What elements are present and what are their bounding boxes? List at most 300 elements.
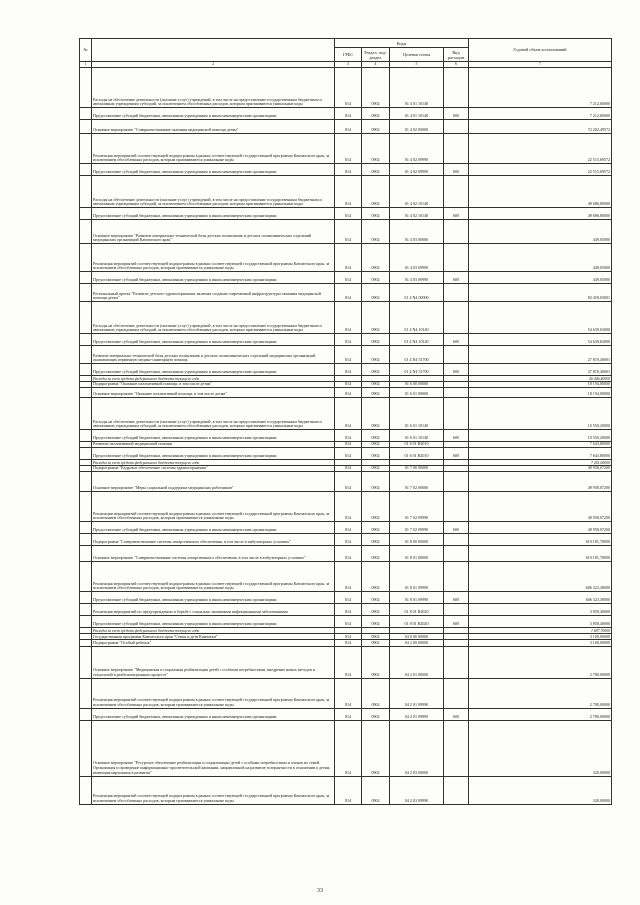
cell-grbs: 814 bbox=[335, 346, 362, 364]
cell-cs: 01 8 01 R2020 bbox=[390, 604, 444, 616]
cell-vr: 600 bbox=[444, 334, 469, 346]
cell-rz: 0902 bbox=[362, 562, 390, 592]
table-row bbox=[80, 164, 612, 176]
cell-vr bbox=[444, 284, 469, 302]
cell-cs: 01 8 01 00000 bbox=[390, 546, 444, 562]
cell-num bbox=[80, 492, 92, 522]
cell-rz: 0902 bbox=[362, 398, 390, 430]
cell-rz: 0902 bbox=[362, 604, 390, 616]
cell-grbs: 814 bbox=[335, 244, 362, 272]
cell-cs: 01 8 01 R2020 bbox=[390, 616, 444, 628]
cell-name: Предоставление субсидий бюджетным, автономным учреждениям и иным некоммерческим организациям bbox=[92, 208, 335, 220]
cell-grbs: 814 bbox=[335, 546, 362, 562]
cell-name: Реализация мероприятий соответствующей подпрограммы в рамках соответствующей государственной программы Камчатского края, за исключением обособленных расходов, которым присваиваются уникальные коды bbox=[92, 678, 335, 708]
cell-cs: 01 7 02 00000 bbox=[390, 472, 444, 492]
cell-cs: 01 7 02 09990 bbox=[390, 522, 444, 534]
cell-rz: 0902 bbox=[362, 776, 390, 804]
header-rzpr: Раздел, под-раздел bbox=[362, 48, 390, 61]
cell-name: Основное мероприятие "Развитие материально-технической базы детских поликлиник и детских поликлинических отделений медицинских организаций Камчатского края" bbox=[92, 220, 335, 244]
table-row bbox=[80, 244, 612, 272]
header-grbs: ГРБС bbox=[335, 48, 362, 61]
col-index-3: 3 bbox=[335, 61, 362, 67]
cell-sum: 49 958,07200 bbox=[469, 522, 612, 534]
cell-rz: 0902 bbox=[362, 272, 390, 284]
cell-rz: 0902 bbox=[362, 382, 390, 388]
table-row bbox=[80, 678, 612, 708]
cell-sum: 18 194,00000 bbox=[469, 382, 612, 388]
cell-num bbox=[80, 522, 92, 534]
col-index-7: 7 bbox=[469, 61, 612, 67]
cell-cs: 01 4 02 10140 bbox=[390, 208, 444, 220]
cell-sum: 10 550,20000 bbox=[469, 398, 612, 430]
cell-sum: 54 639,63000 bbox=[469, 334, 612, 346]
cell-cs: 01 6 01 R2010 bbox=[390, 442, 444, 448]
cell-num bbox=[80, 176, 92, 208]
cell-grbs: 814 bbox=[335, 448, 362, 460]
cell-vr bbox=[444, 472, 469, 492]
cell-sum: 449,05000 bbox=[469, 244, 612, 272]
cell-cs: 01 4 N4 10140 bbox=[390, 334, 444, 346]
table-row bbox=[80, 604, 612, 616]
col-index-5: 5 bbox=[390, 61, 444, 67]
cell-rz: 0902 bbox=[362, 68, 390, 108]
cell-num bbox=[80, 448, 92, 460]
cell-cs: 01 7 02 09990 bbox=[390, 492, 444, 522]
cell-num bbox=[80, 616, 92, 628]
cell-name: Основное мероприятие "Совершенствование системы лекарственного обеспечения, в том числе в амбулаторных условиях" bbox=[92, 546, 335, 562]
cell-grbs: 814 bbox=[335, 220, 362, 244]
cell-num bbox=[80, 534, 92, 546]
cell-grbs: 814 bbox=[335, 120, 362, 134]
cell-sum: 2 780,00000 bbox=[469, 678, 612, 708]
cell-grbs: 814 bbox=[335, 534, 362, 546]
cell-rz: 0902 bbox=[362, 448, 390, 460]
cell-num bbox=[80, 272, 92, 284]
cell-rz: 0902 bbox=[362, 708, 390, 720]
cell-sum: 610 181,78000 bbox=[469, 546, 612, 562]
cell-num bbox=[80, 592, 92, 604]
cell-grbs: 814 bbox=[335, 522, 362, 534]
cell-rz: 0902 bbox=[362, 592, 390, 604]
cell-sum: 320,00000 bbox=[469, 720, 612, 776]
cell-num bbox=[80, 208, 92, 220]
col-index-6: 6 bbox=[444, 61, 469, 67]
cell-sum: 7 261,60000 bbox=[469, 460, 612, 466]
cell-name: Подпрограмма "Кадровое обеспечение системы здравоохранения" bbox=[92, 466, 335, 472]
cell-name: Основное мероприятие "Медицинская и социальная реабилитация детей с особыми потребностями, внедрение новых методов и технологий в реабилитационном процессе" bbox=[92, 646, 335, 678]
cell-cs: 01 4 03 09990 bbox=[390, 244, 444, 272]
cell-rz: 0902 bbox=[362, 244, 390, 272]
cell-grbs: 814 bbox=[335, 646, 362, 678]
cell-name: Основное мероприятие "Меры социальной поддержки медицинских работников" bbox=[92, 472, 335, 492]
cell-cs: 04 2 03 09990 bbox=[390, 776, 444, 804]
cell-cs: 01 4 01 10140 bbox=[390, 68, 444, 108]
cell-cs: 04 2 01 09990 bbox=[390, 708, 444, 720]
cell-name: Расходы на обеспечение деятельности (оказание услуг) учреждений, в том числе на предоставление государственным бюджетным и автономным учреждениям субсидий, за исключением обособленных расходов, которым присваиваются уникальные коды bbox=[92, 398, 335, 430]
cell-name: Предоставление субсидий бюджетным, автономным учреждениям и иным некоммерческим организациям bbox=[92, 108, 335, 120]
cell-sum: 22 515,69572 bbox=[469, 164, 612, 176]
cell-sum: 3 858,40000 bbox=[469, 616, 612, 628]
cell-cs: 01 4 03 00000 bbox=[390, 220, 444, 244]
cell-cs: 01 6 00 00000 bbox=[390, 382, 444, 388]
cell-name: Реализация мероприятий соответствующей подпрограммы в рамках соответствующей государственной программы Камчатского края, за исключением обособленных расходов, которым присваиваются уникальные коды bbox=[92, 244, 335, 272]
table-row bbox=[80, 272, 612, 284]
table-row bbox=[80, 284, 612, 302]
cell-vr bbox=[444, 176, 469, 208]
cell-vr: 600 bbox=[444, 616, 469, 628]
cell-sum: 18 194,00000 bbox=[469, 388, 612, 398]
cell-grbs: 814 bbox=[335, 492, 362, 522]
cell-name: Расходы за счет средств федерального бюджета текущего года bbox=[92, 628, 335, 634]
cell-grbs: 814 bbox=[335, 472, 362, 492]
cell-sum: 26 446,40000 bbox=[469, 376, 612, 382]
cell-vr: 600 bbox=[444, 272, 469, 284]
table-row bbox=[80, 616, 612, 628]
cell-name: Региональный проект "Развитие детского здравоохранения, включая создание современной инфраструктуры оказания медицинской помощи детям" bbox=[92, 284, 335, 302]
budget-table-body bbox=[80, 68, 612, 804]
cell-name: Подпрограмма "Оказание паллиативной помощи, в том числе детям" bbox=[92, 382, 335, 388]
cell-vr: 600 bbox=[444, 364, 469, 376]
cell-rz: 0902 bbox=[362, 646, 390, 678]
table-row bbox=[80, 334, 612, 346]
cell-name: Реализация мероприятий соответствующей подпрограммы в рамках соответствующей государственной программы Камчатского края, за исключением обособленных расходов, которым присваиваются уникальные коды bbox=[92, 134, 335, 164]
cell-cs: 01 8 01 09990 bbox=[390, 562, 444, 592]
cell-sum: 7 212,60000 bbox=[469, 68, 612, 108]
cell-vr bbox=[444, 346, 469, 364]
cell-cs: 01 6 01 R2010 bbox=[390, 448, 444, 460]
cell-name: Основное мероприятие "Совершенствование оказания медицинской помощи детям" bbox=[92, 120, 335, 134]
cell-name: Основное мероприятие "Оказание паллиативной помощи, в том числе детям" bbox=[92, 388, 335, 398]
cell-num bbox=[80, 546, 92, 562]
cell-vr bbox=[444, 220, 469, 244]
cell-num bbox=[80, 472, 92, 492]
cell-grbs: 814 bbox=[335, 678, 362, 708]
cell-cs: 01 4 02 09990 bbox=[390, 164, 444, 176]
cell-cs: 04 0 00 00000 bbox=[390, 634, 444, 640]
cell-vr bbox=[444, 776, 469, 804]
cell-num bbox=[80, 346, 92, 364]
table-row bbox=[80, 120, 612, 134]
cell-rz: 0902 bbox=[362, 208, 390, 220]
cell-cs: 04 2 01 09990 bbox=[390, 678, 444, 708]
table-row bbox=[80, 448, 612, 460]
cell-rz: 0902 bbox=[362, 164, 390, 176]
cell-cs: 01 4 02 00000 bbox=[390, 120, 444, 134]
cell-cs: 04 2 00 00000 bbox=[390, 640, 444, 646]
cell-grbs: 814 bbox=[335, 720, 362, 776]
cell-sum: 606 323,38000 bbox=[469, 562, 612, 592]
table-row bbox=[80, 534, 612, 546]
cell-name: Предоставление субсидий бюджетным, автономным учреждениям и иным некоммерческим организациям bbox=[92, 448, 335, 460]
table-row bbox=[80, 646, 612, 678]
cell-vr bbox=[444, 388, 469, 398]
cell-cs: 01 8 01 09990 bbox=[390, 592, 444, 604]
table-row bbox=[80, 134, 612, 164]
cell-name: Расходы за счет средств федерального бюджета текущего года bbox=[92, 460, 335, 466]
table-row bbox=[80, 592, 612, 604]
cell-grbs: 814 bbox=[335, 708, 362, 720]
cell-cs: 01 8 00 00000 bbox=[390, 534, 444, 546]
cell-name: Предоставление субсидий бюджетным, автономным учреждениям и иным некоммерческим организациям bbox=[92, 616, 335, 628]
cell-cs: 01 4 02 10140 bbox=[390, 176, 444, 208]
cell-sum: 49 958,07200 bbox=[469, 472, 612, 492]
cell-grbs: 814 bbox=[335, 334, 362, 346]
cell-grbs: 814 bbox=[335, 430, 362, 442]
cell-cs: 01 6 01 10140 bbox=[390, 430, 444, 442]
cell-grbs: 814 bbox=[335, 398, 362, 430]
cell-name: Государственная программа Камчатского края "Семья и дети Камчатки" bbox=[92, 634, 335, 640]
cell-sum: 449,05000 bbox=[469, 220, 612, 244]
cell-rz: 0902 bbox=[362, 442, 390, 448]
cell-sum: 72 202,49572 bbox=[469, 120, 612, 134]
cell-rz: 0902 bbox=[362, 176, 390, 208]
cell-num bbox=[80, 68, 92, 108]
cell-sum: 610 181,78000 bbox=[469, 534, 612, 546]
cell-num bbox=[80, 364, 92, 376]
cell-grbs: 814 bbox=[335, 176, 362, 208]
cell-vr bbox=[444, 134, 469, 164]
cell-rz: 0902 bbox=[362, 108, 390, 120]
cell-sum: 49 686,80000 bbox=[469, 208, 612, 220]
cell-sum: 10 550,20000 bbox=[469, 430, 612, 442]
cell-name: Расходы на обеспечение деятельности (оказание услуг) учреждений, в том числе на предоставление государственным бюджетным и автономным учреждениям субсидий, за исключением обособленных расходов, которым присваиваются уникальные коды bbox=[92, 302, 335, 334]
table-row bbox=[80, 346, 612, 364]
cell-grbs: 814 bbox=[335, 634, 362, 640]
cell-grbs: 814 bbox=[335, 284, 362, 302]
cell-vr bbox=[444, 604, 469, 616]
cell-rz: 0902 bbox=[362, 302, 390, 334]
cell-rz: 0902 bbox=[362, 120, 390, 134]
cell-name: Предоставление субсидий бюджетным, автономным учреждениям и иным некоммерческим организациям bbox=[92, 522, 335, 534]
col-index-2: 2 bbox=[92, 61, 335, 67]
table-row bbox=[80, 708, 612, 720]
cell-sum: 2 780,00000 bbox=[469, 646, 612, 678]
cell-name: Подпрограмма "Совершенствование системы лекарственного обеспечения, в том числе в амбулаторных условиях" bbox=[92, 534, 335, 546]
cell-sum: 7 212,60000 bbox=[469, 108, 612, 120]
cell-grbs: 814 bbox=[335, 592, 362, 604]
cell-vr bbox=[444, 546, 469, 562]
cell-num bbox=[80, 604, 92, 616]
cell-grbs: 814 bbox=[335, 164, 362, 176]
cell-sum: 54 639,63000 bbox=[469, 302, 612, 334]
cell-num bbox=[80, 430, 92, 442]
cell-rz: 0902 bbox=[362, 388, 390, 398]
col-index-4: 4 bbox=[362, 61, 390, 67]
header-codes: Коды bbox=[335, 39, 469, 48]
cell-rz: 0902 bbox=[362, 678, 390, 708]
cell-num bbox=[80, 302, 92, 334]
table-row bbox=[80, 388, 612, 398]
cell-name: Предоставление субсидий бюджетным, автономным учреждениям и иным некоммерческим организациям bbox=[92, 592, 335, 604]
cell-name: Расходы на обеспечение деятельности (оказание услуг) учреждений, в том числе на предоставление государственным бюджетным и автономным учреждениям субсидий, за исключением обособленных расходов, которым присваиваются уникальные коды bbox=[92, 176, 335, 208]
cell-rz: 0902 bbox=[362, 616, 390, 628]
cell-vr bbox=[444, 492, 469, 522]
cell-cs: 01 4 N4 00000 bbox=[390, 284, 444, 302]
header-sum: Годовой объем ассигнований bbox=[469, 39, 612, 62]
cell-num bbox=[80, 220, 92, 244]
cell-rz: 0902 bbox=[362, 430, 390, 442]
header-num: № bbox=[80, 39, 92, 62]
cell-grbs: 814 bbox=[335, 466, 362, 472]
cell-grbs: 814 bbox=[335, 134, 362, 164]
cell-vr bbox=[444, 120, 469, 134]
cell-grbs: 814 bbox=[335, 562, 362, 592]
cell-cs: 04 2 03 00000 bbox=[390, 720, 444, 776]
cell-grbs: 814 bbox=[335, 364, 362, 376]
cell-grbs: 814 bbox=[335, 640, 362, 646]
cell-rz: 0902 bbox=[362, 284, 390, 302]
cell-name: Реализация мероприятий по предупреждению и борьбе с социально значимыми инфекционными заболеваниями bbox=[92, 604, 335, 616]
cell-sum: 27 819,40001 bbox=[469, 346, 612, 364]
cell-vr bbox=[444, 646, 469, 678]
cell-sum: 320,00000 bbox=[469, 776, 612, 804]
cell-name: Реализация мероприятий соответствующей подпрограммы в рамках соответствующей государственной программы Камчатского края, за исключением обособленных расходов, которым присваиваются уникальные коды bbox=[92, 562, 335, 592]
table-row bbox=[80, 776, 612, 804]
cell-num bbox=[80, 562, 92, 592]
cell-name: Развитие материально-технической базы детских поликлиник и детских поликлинических отделений медицинских организаций, оказывающих первичную медико-санитарную помощь bbox=[92, 346, 335, 364]
cell-rz: 0902 bbox=[362, 634, 390, 640]
table-row bbox=[80, 208, 612, 220]
cell-grbs: 814 bbox=[335, 208, 362, 220]
cell-rz: 0902 bbox=[362, 220, 390, 244]
cell-num bbox=[80, 398, 92, 430]
cell-vr: 600 bbox=[444, 208, 469, 220]
cell-cs: 01 4 03 09990 bbox=[390, 272, 444, 284]
cell-grbs: 814 bbox=[335, 302, 362, 334]
cell-rz: 0902 bbox=[362, 134, 390, 164]
cell-rz: 0902 bbox=[362, 546, 390, 562]
table-row bbox=[80, 302, 612, 334]
cell-name: Расходы за счет средств федерального бюджета текущего года bbox=[92, 376, 335, 382]
cell-name: Реализация мероприятий соответствующей подпрограммы в рамках соответствующей государственной программы Камчатского края, за исключением обособленных расходов, которым присваиваются уникальные коды bbox=[92, 492, 335, 522]
table-row bbox=[80, 398, 612, 430]
cell-vr bbox=[444, 720, 469, 776]
cell-num bbox=[80, 388, 92, 398]
cell-num bbox=[80, 678, 92, 708]
cell-vr bbox=[444, 562, 469, 592]
cell-name: Предоставление субсидий бюджетным, автономным учреждениям и иным некоммерческим организациям bbox=[92, 334, 335, 346]
cell-rz: 0902 bbox=[362, 534, 390, 546]
cell-name: Предоставление субсидий бюджетным, автономным учреждениям и иным некоммерческим организациям bbox=[92, 708, 335, 720]
cell-sum: 3 858,40000 bbox=[469, 604, 612, 616]
table-row bbox=[80, 430, 612, 442]
cell-vr: 600 bbox=[444, 592, 469, 604]
cell-sum: 27 819,40001 bbox=[469, 364, 612, 376]
cell-rz: 0902 bbox=[362, 492, 390, 522]
cell-rz: 0902 bbox=[362, 466, 390, 472]
cell-name: Расходы на обеспечение деятельности (оказание услуг) учреждений, в том числе на предоставление государственным бюджетным и автономным учреждениям субсидий, за исключением обособленных расходов, которым присваиваются уникальные коды bbox=[92, 68, 335, 108]
cell-cs: 01 4 N4 51700 bbox=[390, 346, 444, 364]
cell-name: Предоставление субсидий бюджетным, автономным учреждениям и иным некоммерческим организациям bbox=[92, 164, 335, 176]
cell-vr bbox=[444, 68, 469, 108]
cell-num bbox=[80, 720, 92, 776]
page-number: 33 bbox=[317, 888, 323, 894]
cell-name: Предоставление субсидий бюджетным, автономным учреждениям и иным некоммерческим организациям bbox=[92, 272, 335, 284]
cell-num bbox=[80, 708, 92, 720]
cell-name: Реализация мероприятий соответствующей подпрограммы в рамках соответствующей государственной программы Камчатского края, за исключением обособленных расходов, которым присваиваются уникальные коды bbox=[92, 776, 335, 804]
table-row bbox=[80, 220, 612, 244]
cell-grbs: 814 bbox=[335, 272, 362, 284]
cell-num bbox=[80, 164, 92, 176]
cell-rz: 0902 bbox=[362, 472, 390, 492]
table-row bbox=[80, 720, 612, 776]
cell-rz: 0902 bbox=[362, 640, 390, 646]
cell-rz: 0902 bbox=[362, 346, 390, 364]
cell-rz: 0902 bbox=[362, 522, 390, 534]
cell-sum: 3 100,00000 bbox=[469, 634, 612, 640]
cell-sum: 49 686,80000 bbox=[469, 176, 612, 208]
cell-name: Подпрограмма "Особый ребенок" bbox=[92, 640, 335, 646]
cell-vr: 600 bbox=[444, 708, 469, 720]
cell-num bbox=[80, 646, 92, 678]
cell-vr bbox=[444, 678, 469, 708]
cell-num bbox=[80, 776, 92, 804]
cell-grbs: 814 bbox=[335, 776, 362, 804]
table-row bbox=[80, 364, 612, 376]
cell-vr: 600 bbox=[444, 448, 469, 460]
cell-rz: 0902 bbox=[362, 334, 390, 346]
cell-num bbox=[80, 134, 92, 164]
cell-grbs: 814 bbox=[335, 108, 362, 120]
cell-sum: 7 643,80000 bbox=[469, 448, 612, 460]
budget-table bbox=[79, 38, 612, 805]
table-row bbox=[80, 108, 612, 120]
cell-num bbox=[80, 244, 92, 272]
cell-vr: 600 bbox=[444, 164, 469, 176]
cell-num bbox=[80, 108, 92, 120]
cell-cs: 01 6 01 10140 bbox=[390, 398, 444, 430]
cell-sum: 7 643,80000 bbox=[469, 442, 612, 448]
cell-cs: 01 7 00 00000 bbox=[390, 466, 444, 472]
cell-grbs: 814 bbox=[335, 388, 362, 398]
cell-grbs: 814 bbox=[335, 68, 362, 108]
cell-cs: 01 4 N4 10140 bbox=[390, 302, 444, 334]
cell-vr bbox=[444, 244, 469, 272]
cell-vr: 600 bbox=[444, 522, 469, 534]
cell-cs: 01 6 01 00000 bbox=[390, 388, 444, 398]
cell-sum: 3 100,00000 bbox=[469, 640, 612, 646]
cell-vr bbox=[444, 302, 469, 334]
table-row bbox=[80, 546, 612, 562]
header-cs: Целевая статья bbox=[390, 48, 444, 61]
cell-vr bbox=[444, 398, 469, 430]
cell-sum: 49 958,07200 bbox=[469, 466, 612, 472]
table-row bbox=[80, 176, 612, 208]
header-name bbox=[92, 39, 335, 62]
cell-cs: 01 4 01 10140 bbox=[390, 108, 444, 120]
cell-rz: 0902 bbox=[362, 720, 390, 776]
table-row bbox=[80, 472, 612, 492]
cell-cs: 01 4 N4 51700 bbox=[390, 364, 444, 376]
table-row bbox=[80, 68, 612, 108]
cell-num bbox=[80, 334, 92, 346]
budget-table-sheet bbox=[79, 38, 611, 805]
col-index-1: 1 bbox=[80, 61, 92, 67]
cell-name: Основное мероприятие "Ресурсное обеспечение реабилитации и социализации детей с особыми потребностями и членов их семей. Организация и проведение информационно-просветительской кампании, направленной на развитие толерантности в отношении к детям, имеющим нарушения в развитии" bbox=[92, 720, 335, 776]
cell-num bbox=[80, 120, 92, 134]
cell-sum: 1 697,70000 bbox=[469, 628, 612, 634]
cell-num bbox=[80, 284, 92, 302]
cell-name: Развитие паллиативной медицинской помощи bbox=[92, 442, 335, 448]
table-row bbox=[80, 492, 612, 522]
table-row bbox=[80, 562, 612, 592]
cell-name: Предоставление субсидий бюджетным, автономным учреждениям и иным некоммерческим организациям bbox=[92, 430, 335, 442]
table-row bbox=[80, 522, 612, 534]
cell-vr: 600 bbox=[444, 108, 469, 120]
cell-sum: 82 459,03001 bbox=[469, 284, 612, 302]
cell-sum: 449,05000 bbox=[469, 272, 612, 284]
cell-vr bbox=[444, 534, 469, 546]
